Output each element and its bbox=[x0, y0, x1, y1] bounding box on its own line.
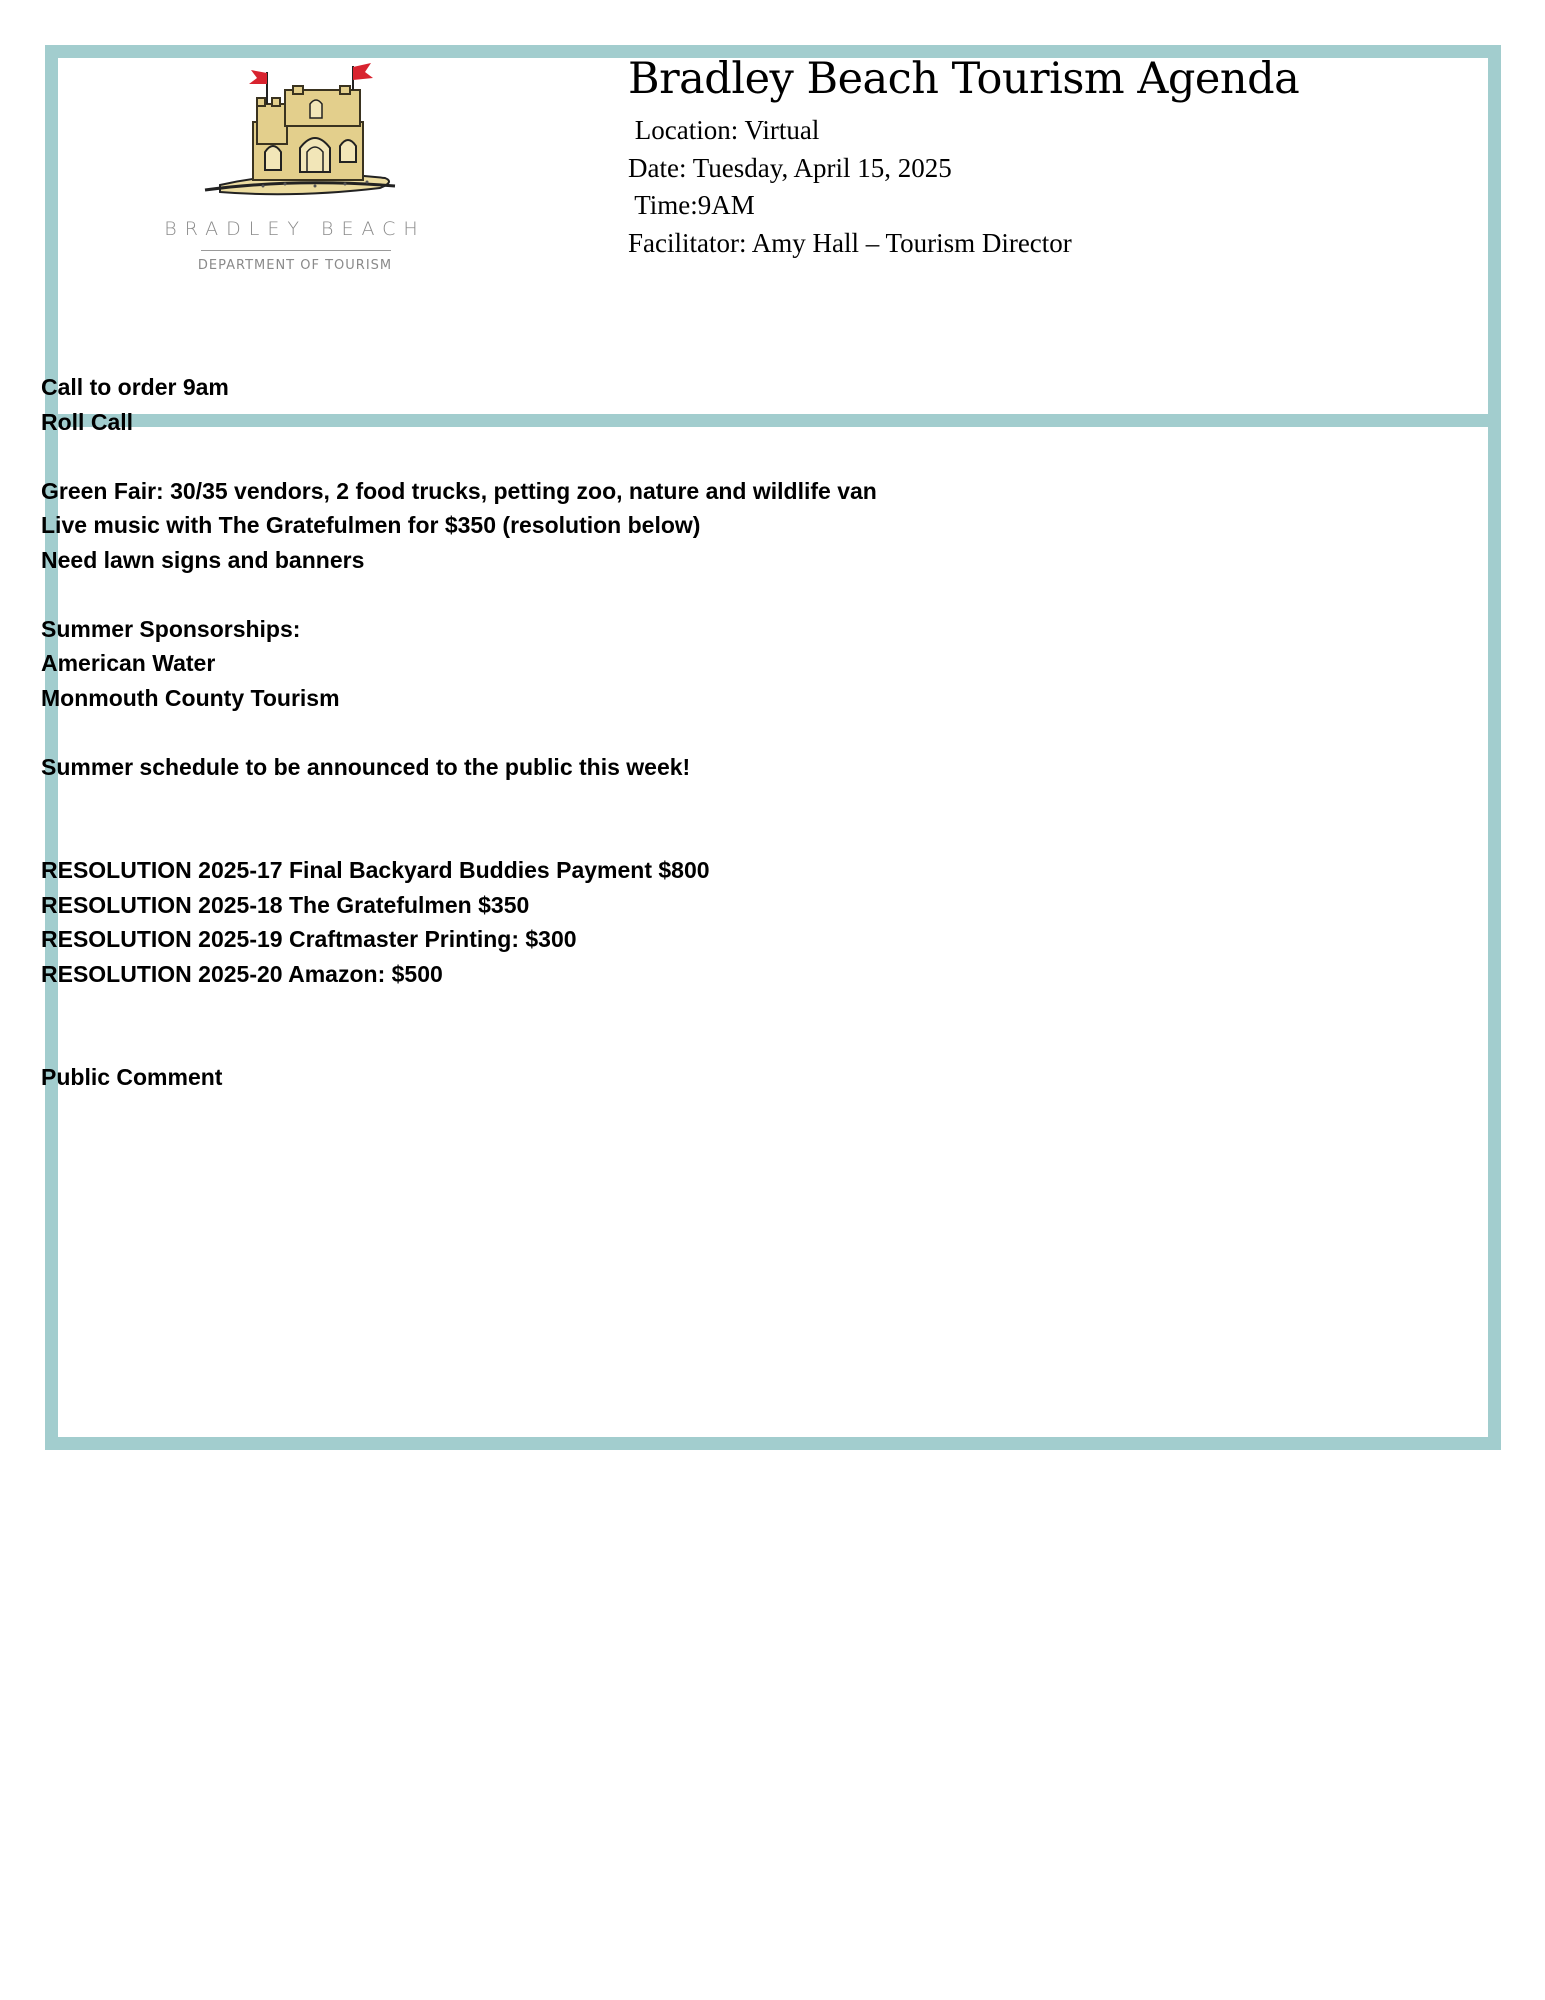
spacer bbox=[41, 577, 1401, 612]
sponsor-item: American Water bbox=[41, 650, 216, 676]
spacer bbox=[41, 819, 1401, 854]
agenda-body bbox=[41, 370, 1401, 1095]
logo-department: DEPARTMENT OF TOURISM bbox=[197, 258, 393, 273]
spacer bbox=[41, 715, 1401, 750]
meeting-date: Date: Tuesday, April 15, 2025 bbox=[628, 152, 952, 183]
meeting-facilitator: Facilitator: Amy Hall – Tourism Director bbox=[628, 227, 1072, 258]
agenda-header bbox=[628, 52, 1408, 262]
bradley-beach-logo bbox=[145, 60, 445, 280]
agenda-item-green-fair: Green Fair: 30/35 vendors, 2 food trucks, petting zoo, nature and wildlife van bbox=[41, 477, 877, 504]
agenda-item-roll-call: Roll Call bbox=[41, 408, 134, 435]
logo-divider bbox=[201, 250, 391, 251]
agenda-item-call-to-order: Call to order 9am bbox=[41, 374, 229, 400]
agenda-item-lawn-signs: Need lawn signs and banners bbox=[41, 546, 365, 573]
sponsorships-heading: Summer Sponsorships: bbox=[41, 615, 301, 642]
resolution-item: RESOLUTION 2025-19 Craftmaster Printing: $300 bbox=[41, 926, 577, 952]
spacer bbox=[41, 991, 1401, 1026]
sandcastle-icon bbox=[145, 60, 445, 220]
schedule-note: Summer schedule to be announced to the public this week! bbox=[41, 753, 691, 780]
agenda-item-live-music: Live music with The Gratefulmen for $350 (resolution below) bbox=[41, 512, 701, 538]
public-comment: Public Comment bbox=[41, 1064, 223, 1090]
sponsor-item: Monmouth County Tourism bbox=[41, 684, 340, 711]
page-title: Bradley Beach Tourism Agenda bbox=[628, 54, 1300, 104]
resolution-item: RESOLUTION 2025-20 Amazon: $500 bbox=[41, 960, 443, 987]
spacer bbox=[41, 439, 1401, 474]
meeting-time: Time:9AM bbox=[628, 190, 755, 220]
spacer bbox=[41, 1026, 1401, 1061]
resolution-item: RESOLUTION 2025-18 The Gratefulmen $350 bbox=[41, 891, 530, 918]
logo-name: BRADLEY BEACH bbox=[164, 218, 426, 240]
resolution-item: RESOLUTION 2025-17 Final Backyard Buddies Payment $800 bbox=[41, 857, 710, 883]
meeting-location: Location: Virtual bbox=[628, 115, 820, 145]
spacer bbox=[41, 784, 1401, 819]
